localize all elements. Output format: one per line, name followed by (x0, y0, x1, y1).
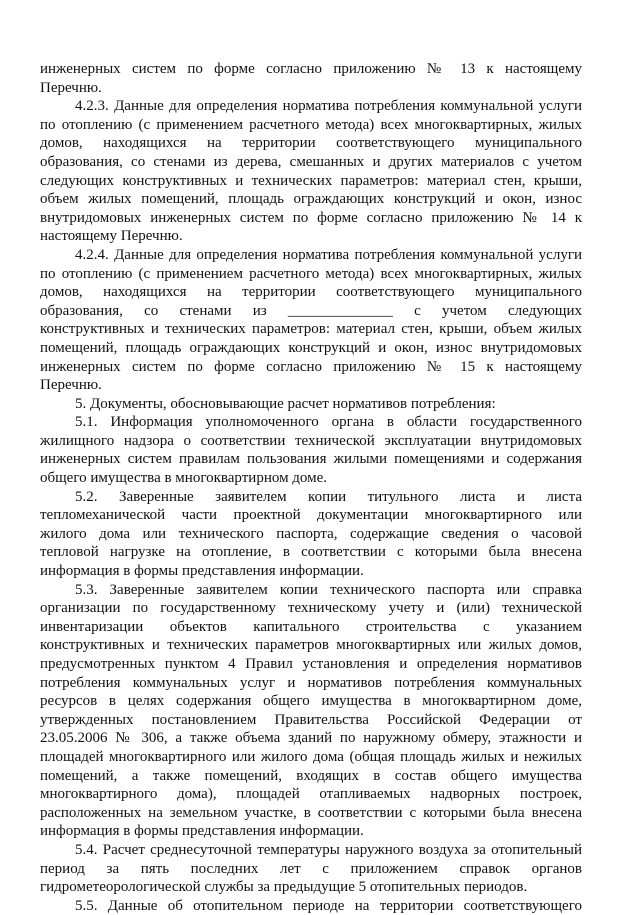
paragraph-4-2-3 (40, 97, 582, 246)
text-line: домов, находящихся на территории соответствующего муниципального (40, 284, 582, 301)
text-line: 4.2.4. Данные для определения норматива потребления коммунальной услуги (75, 246, 582, 263)
text-line: гидрометеорологической службы за предыдущие 5 отопительных периодов. (40, 879, 528, 896)
text-line: по отоплению (с применением расчетного метода) всех многоквартирных, жилых (40, 265, 582, 282)
text-line: конструктивных и технических параметров многоквартирных или жилых домов, (40, 637, 582, 654)
paragraph-5 (40, 395, 582, 414)
paragraph-5-3 (40, 581, 582, 841)
text-line: по отоплению (с применением расчетного метода) всех многоквартирных, жилых (40, 116, 582, 133)
text-line: 5.5. Данные об отопительном периоде на территории соответствующего (75, 897, 582, 914)
text-line: настоящему Перечню. (40, 228, 183, 245)
text-line: 5. Документы, обосновывающие расчет нормативов потребления: (75, 395, 496, 412)
text-line: период за пять последних лет с приложением справок органов (40, 860, 582, 877)
paragraph-5-2 (40, 488, 582, 581)
paragraph-5-1 (40, 413, 582, 487)
text-line: 5.1. Информация уполномоченного органа в области государственного (75, 414, 582, 431)
text-line: жилищного надзора о соответствии технической эксплуатации внутридомовых (40, 432, 582, 449)
text-line: организации по государственному техническому учету и (или) технической (40, 600, 582, 617)
text-line: предусмотренных пунктом 4 Правил установления и определения нормативов (40, 656, 582, 672)
text-line: тепломеханической части проектной документации многоквартирного или (40, 507, 582, 524)
text-line: тепловой нагрузке на отопление, в соответствии с которыми была внесена (40, 544, 582, 561)
paragraph-5-4 (40, 841, 582, 897)
text-line: Перечню. (40, 79, 102, 96)
text-line: 5.3. Заверенные заявителем копии технического паспорта или справка (75, 581, 582, 598)
text-line: многоквартирного дома), площадей отапливаемых надворных построек, (40, 786, 582, 803)
text-line: внутридомовых инженерных систем по форме согласно приложению № 14 к (40, 209, 582, 226)
text-line: 4.2.3. Данные для определения норматива потребления коммунальной услуги (75, 98, 582, 115)
paragraph-5-5 (40, 897, 582, 915)
text-line: инженерных систем по форме согласно приложению № 13 к настоящему (40, 61, 582, 77)
text-line: потребления коммунальных услуг и нормативов потребления коммунальных (40, 674, 582, 691)
document-page (40, 60, 582, 915)
paragraph-continuation (40, 60, 582, 97)
text-line: инженерных систем по форме согласно приложению № 15 к настоящему (40, 358, 582, 375)
text-line: жилого дома или технического паспорта, содержащие сведения о часовой (40, 525, 582, 542)
text-line: 5.2. Заверенные заявителем копии титульного листа и листа (75, 488, 582, 505)
text-line: 5.4. Расчет среднесуточной температуры наружного воздуха за отопительный (75, 841, 582, 858)
text-line: расположенных на земельном участке, в соответствии с которыми была внесена (40, 804, 582, 821)
text-line: объем жилых помещений, площадь ограждающих конструкций и окон, износ (40, 191, 582, 208)
paragraph-4-2-4 (40, 246, 582, 395)
text-line: информация в формы представления информации. (40, 823, 364, 840)
text-line: Перечню. (40, 377, 102, 394)
text-line: инженерных систем правилам пользования жилыми помещениями и содержания (40, 451, 582, 468)
text-line: следующих конструктивных и технических параметров: материал стен, крыши, (40, 172, 582, 189)
text-line: инвентаризации объектов капитального строительства с указанием (40, 618, 582, 635)
text-line: общего имущества в многоквартирном доме. (40, 470, 328, 487)
text-line: площадей многоквартирного или жилого дома (общая площадь жилых и нежилых (40, 748, 582, 765)
text-line: утвержденных постановлением Правительства Российской Федерации от (40, 711, 582, 728)
text-line: конструктивных и технических параметров: материал стен, крыши, объем жилых (40, 321, 582, 338)
text-line: информация в формы представления информации. (40, 563, 364, 580)
text-line: 23.05.2006 № 306, а также объема зданий по наружному обмеру, этажности и (40, 730, 582, 747)
text-line: ресурсов в целях содержания общего имущества в многоквартирном доме, (40, 693, 582, 710)
text-line: помещений, а также помещений, входящих в состав общего имущества (40, 767, 582, 784)
text-line: образования, со стенами из дерева, смешанных и других материалов с учетом (40, 153, 582, 170)
text-line: образования, со стенами из ______________ с учетом следующих (40, 302, 582, 319)
text-line: помещений, площадь ограждающих конструкций и окон, износ внутридомовых (40, 339, 582, 356)
text-line: домов, находящихся на территории соответствующего муниципального (40, 135, 582, 152)
